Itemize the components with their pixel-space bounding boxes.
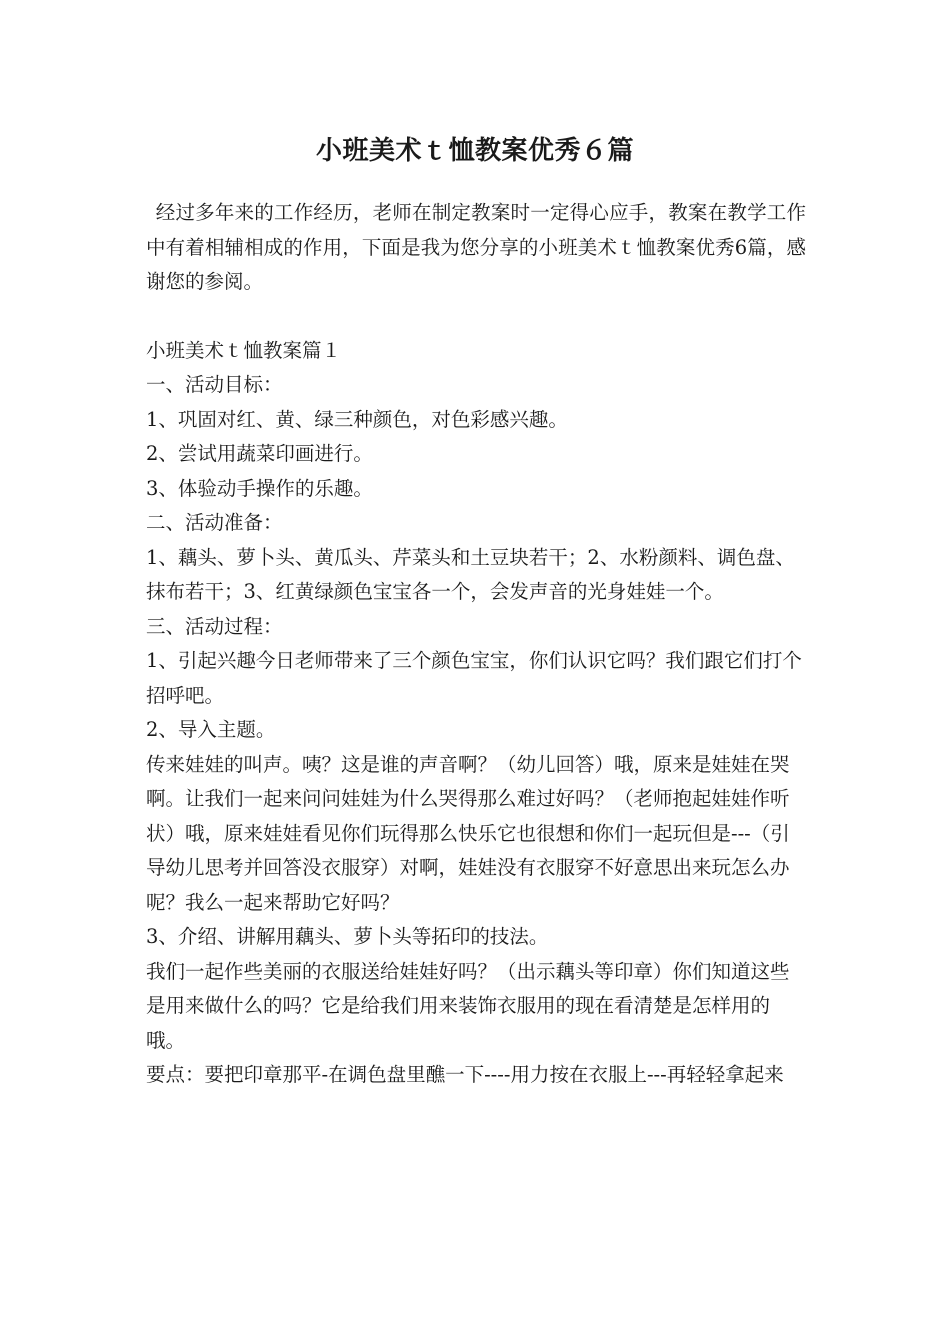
preparation-paragraph: 1、藕头、萝卜头、黄瓜头、芹菜头和土豆块若干；2、水粉颜料、调色盘、抹布若干；3、红黄绿颜色宝宝各一个，会发声音的光身娃娃一个。 (146, 545, 795, 603)
goal-item: 1、巩固对红、黄、绿三种颜色，对色彩感兴趣。 (146, 407, 568, 431)
subheading-process: 三、活动过程： (146, 614, 283, 638)
intro-paragraph: 经过多年来的工作经历，老师在制定教案时一定得心应手，教案在教学工作中有着相辅相成的作用，下面是我为您分享的小班美术ｔ恤教案优秀6篇，感谢您的参阅。 (146, 201, 806, 293)
section-heading: 小班美术ｔ恤教案篇１ (146, 338, 342, 362)
process-step: 2、导入主题。 (146, 718, 276, 741)
process-paragraph: 传来娃娃的叫声。咦？这是谁的声音啊？（幼儿回答）哦，原来是娃娃在哭啊。让我们一起来问问娃娃为什么哭得那么难过好吗？（老师抱起娃娃作听状）哦，原来娃娃看见你们玩得那么快乐它也很想和你们一起玩但是---（引导幼儿思考并回答没衣服穿）对啊，娃娃没有衣服穿不好意思出来玩怎么办呢？我么一起来帮助它好吗？ (146, 752, 790, 914)
subheading-preparation: 二、活动准备： (146, 511, 283, 534)
paragraph-gap (146, 300, 806, 334)
goal-item: 3、体验动手操作的乐趣。 (146, 476, 373, 500)
process-step: 1、引起兴趣今日老师带来了三个颜色宝宝，你们认识它吗？我们跟它们打个招呼吧。 (146, 649, 802, 707)
key-points-paragraph: 要点：要把印章那平-在调色盘里醮一下----用力按在衣服上---再轻轻拿起来 (146, 1063, 784, 1086)
document-title: 小班美术ｔ恤教案优秀６篇 (315, 136, 634, 166)
goal-item: 2、尝试用蔬菜印画进行。 (146, 442, 373, 465)
process-paragraph: 我们一起作些美丽的衣服送给娃娃好吗？（出示藕头等印章）你们知道这些是用来做什么的吗？它是给我们用来装饰衣服用的现在看清楚是怎样用的哦。 (146, 959, 790, 1052)
process-step: 3、介绍、讲解用藕头、萝卜头等拓印的技法。 (146, 925, 549, 948)
document-body (146, 196, 806, 1093)
subheading-goals: 一、活动目标： (146, 373, 283, 396)
